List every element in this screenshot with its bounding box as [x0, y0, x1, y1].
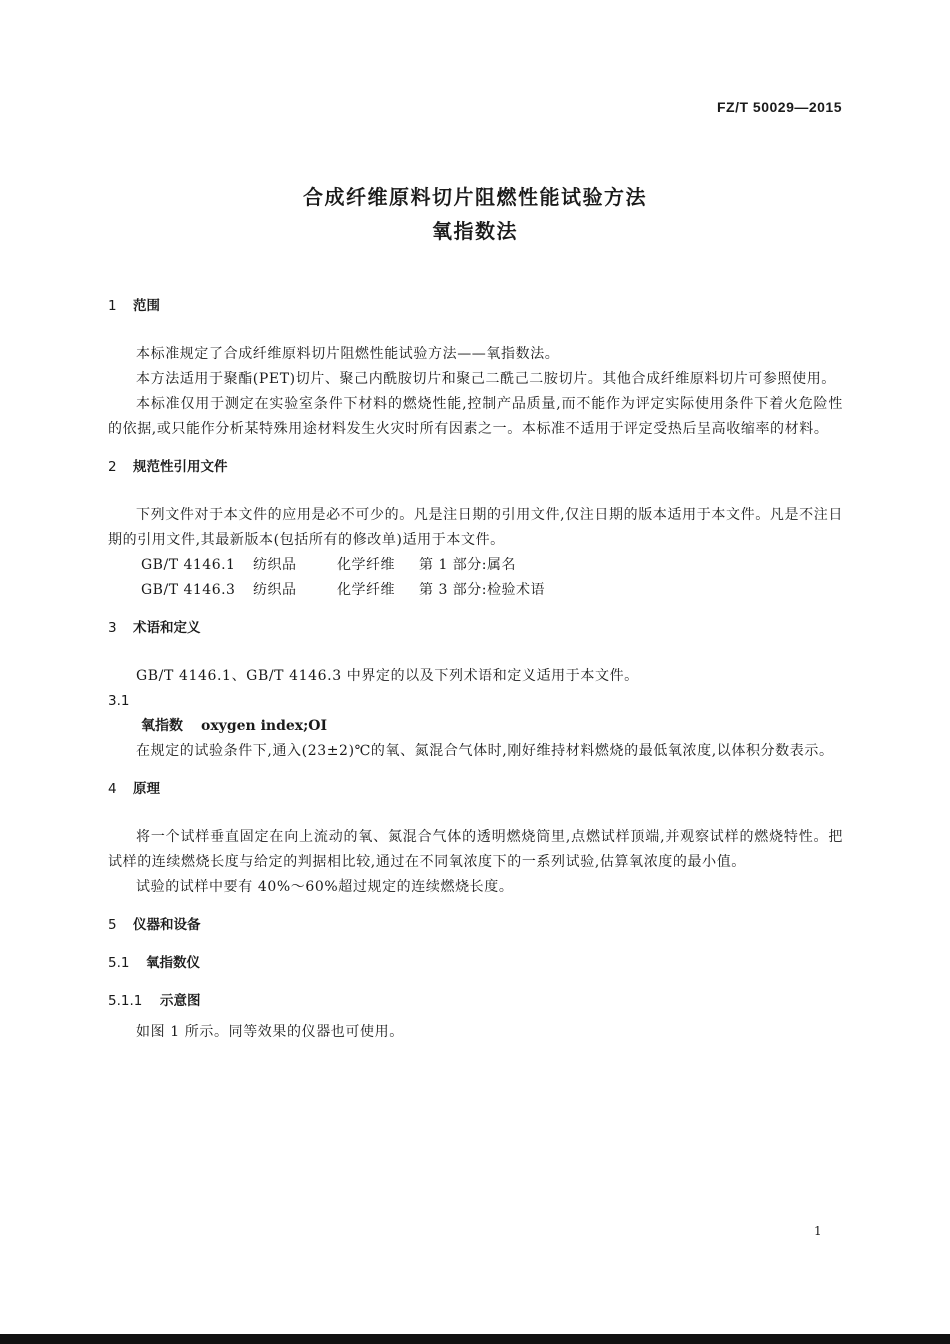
section-number: 2: [108, 459, 117, 475]
paragraph: 如图 1 所示。同等效果的仪器也可使用。: [136, 1024, 404, 1040]
reference-subcategory: 化学纤维: [337, 557, 395, 573]
reference-category: 纺织品: [253, 557, 297, 573]
subsection-number: 5.1.1: [108, 993, 143, 1009]
term-name-zh: 氧指数: [141, 718, 183, 734]
document-title: [0, 180, 950, 248]
reference-part: 第 3 部分:检验术语: [419, 582, 546, 598]
section-heading-apparatus: [108, 912, 843, 938]
paragraph: 本标准仅用于测定在实验室条件下材料的燃烧性能,控制产品质量,而不能作为评定实际使用条件下着火危险性的依据,或只能作分析某特殊用途材料发生火灾时所有因素之一。本标准不适用于评定受热后呈高收缩率的材料。: [108, 396, 843, 437]
reference-item: [108, 578, 843, 603]
reference-code: GB/T 4146.3: [141, 582, 236, 598]
term-definition: 在规定的试验条件下,通入(23±2)℃的氧、氮混合气体时,刚好维持材料燃烧的最低氧浓度,以体积分数表示。: [136, 743, 834, 759]
page-number: 1: [814, 1224, 822, 1238]
reference-category: 纺织品: [253, 582, 297, 598]
term-name-en: oxygen index;OI: [201, 718, 328, 734]
reference-item: [108, 553, 843, 578]
section-title: 规范性引用文件: [133, 459, 228, 475]
reference-code: GB/T 4146.1: [141, 557, 236, 573]
section-number: 5: [108, 917, 117, 933]
title-line-2: 氧指数法: [432, 219, 518, 243]
subsection-heading-oxygen-index-apparatus: [108, 950, 843, 976]
subsection-title: 示意图: [160, 993, 201, 1009]
section-heading-principle: [108, 776, 843, 802]
document-body: [108, 293, 843, 1045]
paragraph: 本方法适用于聚酯(PET)切片、聚己内酰胺切片和聚己二酰己二胺切片。其他合成纤维原料切片可参照使用。: [136, 371, 836, 387]
section-number: 4: [108, 781, 117, 797]
subsection-title: 氧指数仪: [146, 955, 200, 971]
paragraph: 试验的试样中要有 40%～60%超过规定的连续燃烧长度。: [136, 879, 514, 895]
section-heading-terms-definitions: [108, 615, 843, 641]
paragraph: 下列文件对于本文件的应用是必不可少的。凡是注日期的引用文件,仅注日期的版本适用于本文件。凡是不注日期的引用文件,其最新版本(包括所有的修改单)适用于本文件。: [108, 507, 843, 548]
term-number: 3.1: [108, 693, 130, 709]
reference-subcategory: 化学纤维: [337, 582, 395, 598]
section-number: 1: [108, 298, 117, 314]
bottom-edge-bar: [0, 1334, 950, 1344]
section-heading-scope: [108, 293, 843, 319]
subsection-heading-schematic: [108, 988, 843, 1014]
section-title: 范围: [133, 298, 160, 314]
section-title: 原理: [133, 781, 160, 797]
section-heading-normative-references: [108, 454, 843, 480]
paragraph: 本标准规定了合成纤维原料切片阻燃性能试验方法——氧指数法。: [136, 346, 560, 362]
subsection-number: 5.1: [108, 955, 130, 971]
title-line-1: 合成纤维原料切片阻燃性能试验方法: [303, 185, 647, 209]
standard-code: FZ/T 50029—2015: [716, 99, 842, 115]
term-name: [108, 714, 843, 739]
section-title: 术语和定义: [133, 620, 201, 636]
paragraph: 将一个试样垂直固定在向上流动的氧、氮混合气体的透明燃烧筒里,点燃试样顶端,并观察试样的燃烧特性。把试样的连续燃烧长度与给定的判据相比较,通过在不同氧浓度下的一系列试验,估算氧浓度的最小值。: [108, 829, 843, 870]
reference-part: 第 1 部分:属名: [419, 557, 517, 573]
section-title: 仪器和设备: [133, 917, 201, 933]
section-number: 3: [108, 620, 117, 636]
paragraph: GB/T 4146.1、GB/T 4146.3 中界定的以及下列术语和定义适用于本文件。: [136, 668, 639, 684]
